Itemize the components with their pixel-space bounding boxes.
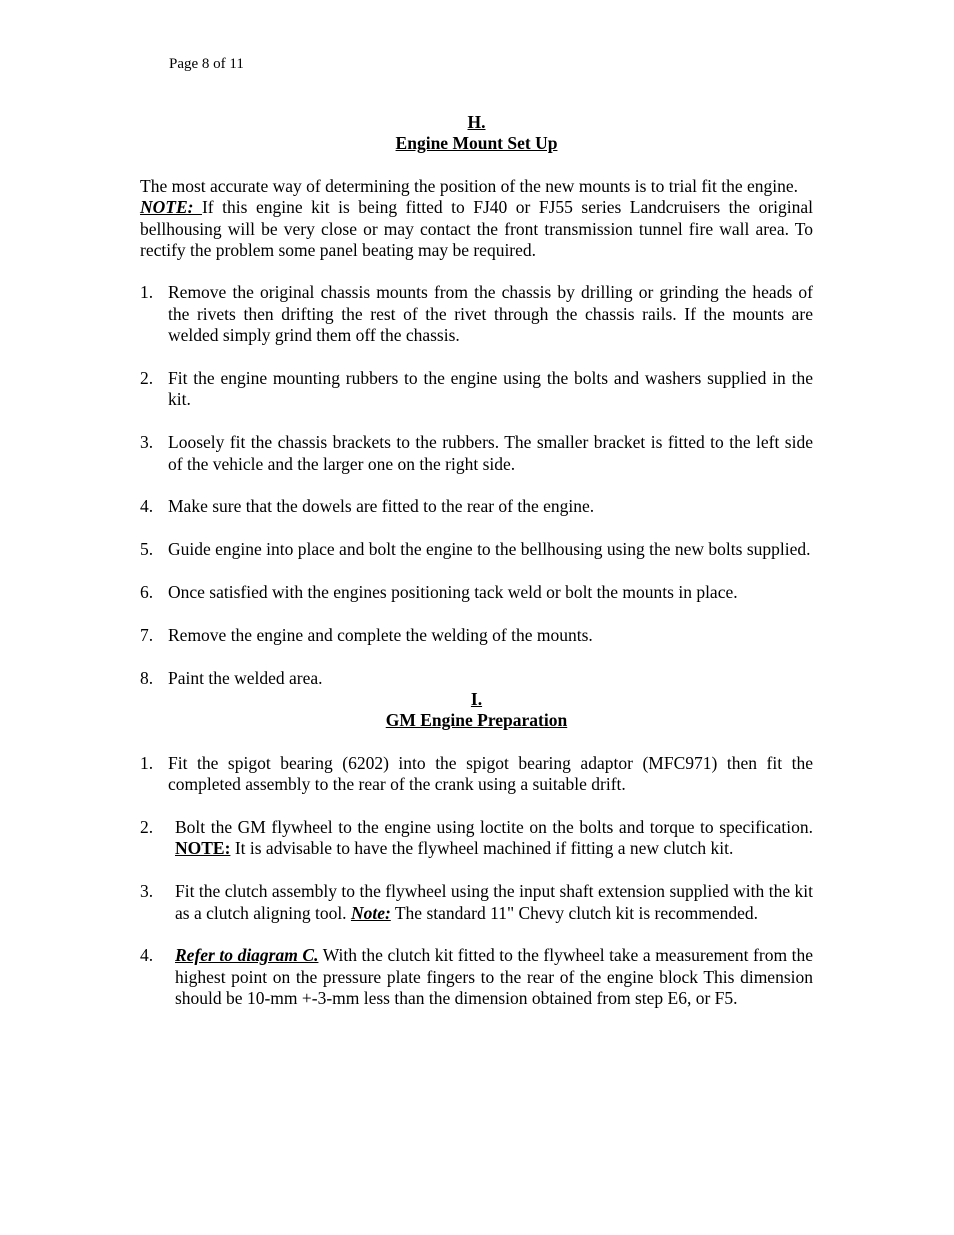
list-item: 1. Fit the spigot bearing (6202) into the spigot bearing adaptor (MFC971) then fit the completed assembly to the rear of the crank using a suitable drift. xyxy=(140,752,813,795)
list-item: 5. Guide engine into place and bolt the engine to the bellhousing using the new bolts supplied. xyxy=(140,539,811,560)
document-body xyxy=(140,112,813,1010)
list-item: 2. Fit the engine mounting rubbers to the engine using the bolts and washers supplied in the kit. xyxy=(140,368,813,410)
section-h-intro: The most accurate way of determining the position of the new mounts is to trial fit the engine. xyxy=(140,175,799,196)
list-item: 3. Loosely fit the chassis brackets to the rubbers. The smaller bracket is fitted to the left side of the vehicle and the larger one on the right side. xyxy=(140,432,813,474)
note-label: Note: xyxy=(350,902,391,923)
list-item: 2. Bolt the GM flywheel to the engine using loctite on the bolts and torque to specification. NOTE: It is advisable to have the flywheel machined if fitting a new clutch kit. xyxy=(140,817,813,859)
list-item: 7. Remove the engine and complete the welding of the mounts. xyxy=(140,624,593,645)
list-item: 4. Refer to diagram C. With the clutch kit fitted to the flywheel take a measurement from the highest point on the pressure plate fingers to the rear of the engine block This dimension should be 10-mm +-3-mm less than the dimension obtained from step E6, or F5. xyxy=(140,945,813,1009)
list-item: 4. Make sure that the dowels are fitted to the rear of the engine. xyxy=(140,496,595,517)
page-number: Page 8 of 11 xyxy=(169,56,244,72)
section-h-note xyxy=(140,197,813,261)
list-item: 6. Once satisfied with the engines positioning tack weld or bolt the mounts in place. xyxy=(140,582,738,603)
list-item: 1. Remove the original chassis mounts from the chassis by drilling or grinding the heads of the rivets then drifting the rest of the rivet through the chassis rails. If the mounts are welded simply grind them off the chassis. xyxy=(140,282,813,346)
note-text: If this engine kit is being fitted to FJ40 or FJ55 series Landcruisers the original bellhousing will be very close or may contact the front transmission tunnel fire wall area. To rectify the problem some panel beating may be required. xyxy=(140,197,813,261)
section-i-title: GM Engine Preparation xyxy=(385,710,568,731)
note-label: NOTE: xyxy=(175,838,231,859)
engine-mount-steps xyxy=(140,282,813,689)
gm-engine-steps xyxy=(140,753,813,1010)
section-h-title: Engine Mount Set Up xyxy=(395,133,558,154)
list-item: 3. Fit the clutch assembly to the flywheel using the input shaft extension supplied with the kit as a clutch aligning tool. Note: The standard 11" Chevy clutch kit is recommended. xyxy=(140,881,813,923)
note-label: NOTE: xyxy=(140,197,202,218)
section-i-letter: I. xyxy=(470,689,483,710)
diagram-reference: Refer to diagram C. xyxy=(175,945,319,966)
list-item: 8. Paint the welded area. xyxy=(140,667,323,688)
section-h-letter: H. xyxy=(467,112,486,132)
